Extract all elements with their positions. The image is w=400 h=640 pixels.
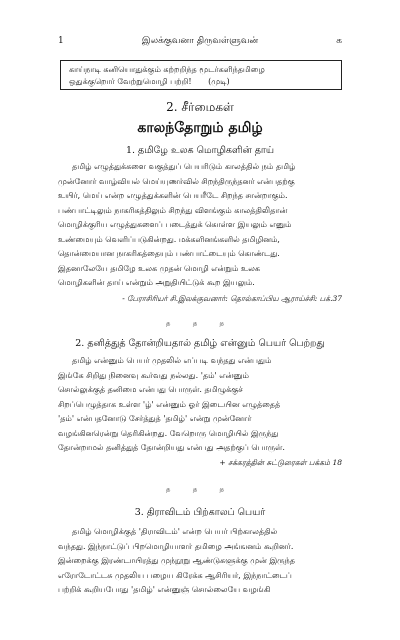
section-3-heading: 3. திராவிடம் பிற்காலப் பெயர் [134, 507, 266, 518]
section-2-citation: + சக்கரத்தின் சுட்டுரைகள் பக்கம் 18 [219, 458, 342, 467]
epigraph-line-1: காய்நாடி கனியொதுக்கும் கற்றறிந்த மூடர்களிந்தமிழை [69, 65, 265, 74]
body-line: பற்றிக் கூறியபோது 'தமிழ்' என்னுஞ் சொல்லையே வழங்கி [58, 585, 271, 594]
section-mark: க [336, 36, 342, 46]
body-line: உயிர், மெய் என்ற எழுத்துக்களின் பெயரீடே சிறந்த சான்றாகும். [58, 191, 288, 200]
body-line: மொழிகளின் தாய் என்றும் அறுதியிட்டுக் கூற இயலும். [58, 278, 255, 287]
body-line: இன்றைக்கு இரண்டாயிரத்து முந்நூறு ஆண்டுகளுக்கு முன் இருந்த [58, 556, 295, 565]
body-line: எரோடோட்டசு முதலிய பழைய கிரேக்க ஆசிரியர், இந்நாட்டைப் [58, 570, 292, 580]
section-separator: த த த [165, 319, 235, 327]
body-line: தமிழ் எழுத்துக்களை வகுத்துப் பெயரிடும் காலத்தில் நம் தமிழ் [72, 162, 296, 171]
body-line: வழங்கினரென்று தெரிகின்றது. வேறொரு மொழியில் இருந்து [58, 428, 279, 438]
page-number: 1 [58, 36, 64, 46]
body-line: இதனாலேயே தமிழே உலக முதன் மொழி என்றும் உலக [58, 263, 260, 273]
running-title: இலக்குவனா திருவள்ளுவன் [141, 36, 259, 46]
section-separator: த த த [165, 485, 235, 493]
chapter-number: 2. சீர்மைகள் [166, 100, 234, 114]
epigraph-attribution: (முடி) [208, 77, 230, 86]
body-line: தோன்றாமல் தனித்துத் தோன்றியது என்பது அதற்குப் பொருள். [58, 443, 285, 452]
section-1-body [58, 160, 345, 291]
body-line: இங்கே சிறிது நினைவு கூர்வது நல்லது. 'தம்' என்னும் [58, 370, 249, 380]
body-line: வந்தது. இந்நாட்டுப் பிறமொழியாளர் தமிழை அங்ஙனம் கூறினர். [58, 541, 294, 551]
section-3-body [58, 525, 345, 598]
section-1-heading: 1. தமிழே உலக மொழிகளின் தாய் [125, 145, 275, 156]
section-2-body [58, 354, 345, 456]
chapter-title: காலந்தோறும் தமிழ் [137, 120, 263, 136]
section-1-citation: - பேராசிரியர் சி.இலக்குவனார்: தொல்காப்பிய ஆராய்ச்சி: பக்.37 [122, 294, 342, 303]
body-line: உண்மையும் வெளிப்படுகின்றது. மக்களினங்களில் தமிழினம், [58, 234, 280, 244]
body-line: சொல்லுக்குத் தனிமை என்பது பொருள். தமிழுக்குச் [58, 385, 243, 394]
epigraph-line-2: ஒதுக்குறொர் வேற்றுமொழி பற்றி! (முடி) [69, 77, 230, 86]
body-line: 'தம்' என்பதனோடு சேர்த்துத் 'தமிழ்' என்று முன்னோர் [58, 414, 252, 423]
body-line: மொழிக்குரிய எழுத்துகளைப் படைத்துக் கொள்ள இயலும் எனும் [58, 220, 292, 229]
body-line: சிறப்பெழுத்தாக உள்ள 'ழ்' என்னும் ஓர் இடையின எழுத்தைத் [58, 399, 281, 409]
body-line: தமிழ் மொழிக்குத் 'திராவிடம்' என்ற பெயர் பிற்காலத்தில் [72, 527, 278, 536]
body-line: பண்பாட்டிலும் நாகரிகத்திலும் சிறந்து விளங்கும் காலத்திலிதான் [58, 205, 288, 215]
body-line: தமிழ் என்னும் பெயர் முதலில் எப்படி வந்தது என்பதும் [72, 356, 272, 365]
section-2-heading: 2. தனித்துத் தோன்றியதால் தமிழ் என்னும் பெயர் பெற்றது [75, 338, 325, 349]
body-line: முன்னோர் வாழ்வியல் மெய்யுணர்வில் சிறந்திருந்தனர் என்பதற்கு [58, 176, 295, 186]
body-line: தொன்மையான நாகரிகத்தையும் பண்பாட்டையும் கொண்டது. [58, 249, 280, 258]
epigraph-box [60, 60, 342, 90]
